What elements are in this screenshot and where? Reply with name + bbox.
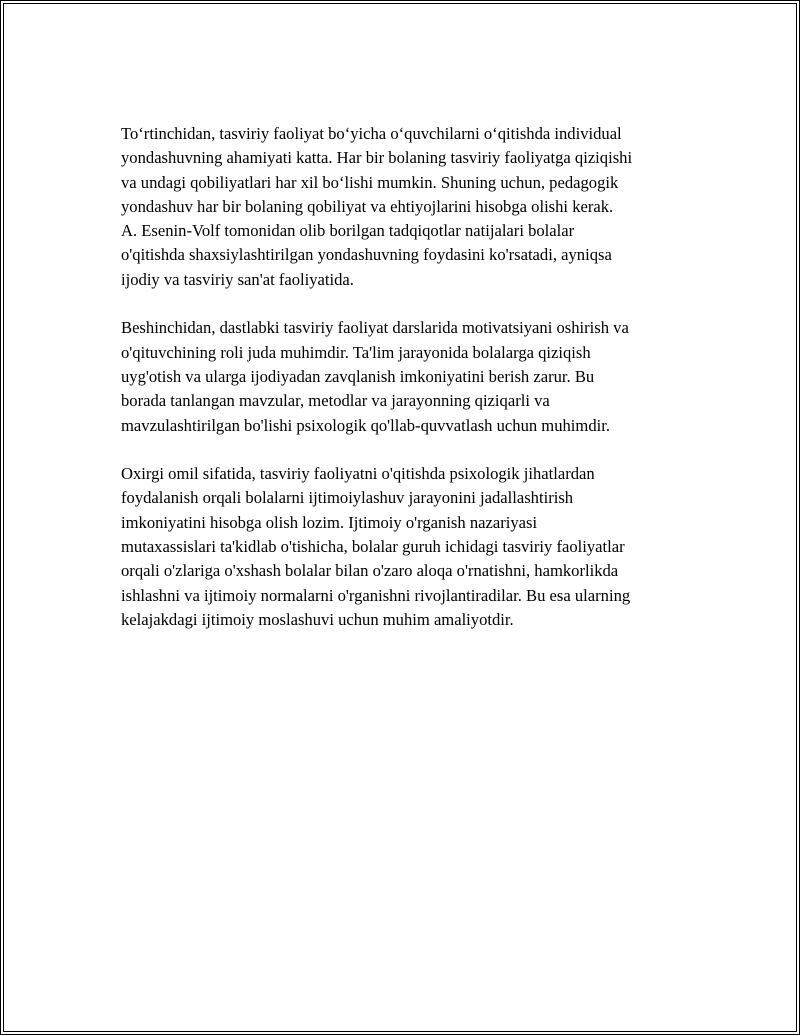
paragraph-line: foydalanish orqali bolalarni ijtimoiylashuv jarayonini jadallashtirish	[121, 488, 574, 508]
paragraph-line: yondashuv har bir bolaning qobiliyat va ehtiyojlarini hisobga olishi kerak.	[121, 196, 614, 216]
paragraph-5	[121, 316, 691, 437]
paragraph-line: imkoniyatini hisobga olish lozim. Ijtimoiy o'rganish nazariyasi	[121, 512, 538, 532]
paragraph-line: Beshinchidan, dastlabki tasviriy faoliyat darslarida motivatsiyani oshirish va	[121, 318, 629, 338]
paragraph-line: o'qitishda shaxsiylashtirilgan yondashuvning foydasini ko'rsatadi, ayniqsa	[121, 245, 612, 265]
paragraph-line: A. Esenin-Volf tomonidan olib borilgan tadqiqotlar natijalari bolalar	[121, 221, 575, 241]
paragraph-line: Oxirgi omil sifatida, tasviriy faoliyatni o'qitishda psixologik jihatlardan	[121, 464, 595, 484]
paragraph-line: borada tanlangan mavzular, metodlar va jarayonning qiziqarli va	[121, 391, 550, 411]
paragraph-line: va undagi qobiliyatlari har xil bo‘lishi mumkin. Shuning uchun, pedagogik	[121, 172, 619, 192]
paragraph-line: o'qituvchining roli juda muhimdir. Ta'lim jarayonida bolalarga qiziqish	[121, 342, 591, 362]
paragraph-line: kelajakdagi ijtimoiy moslashuvi uchun muhim amaliyotdir.	[121, 609, 514, 629]
paragraph-line: yondashuvning ahamiyati katta. Har bir bolaning tasviriy faoliyatga qiziqishi	[121, 148, 633, 168]
paragraph-line: To‘rtinchidan, tasviriy faoliyat bo‘yicha o‘quvchilarni o‘qitishda individual	[121, 124, 622, 143]
paragraph-line: orqali o'zlariga o'xshash bolalar bilan o'zaro aloqa o'rnatishni, hamkorlikda	[121, 561, 619, 581]
paragraph-line: uyg'otish va ularga ijodiyadan zavqlanish imkoniyatini berish zarur. Bu	[121, 366, 595, 386]
paragraph-line: mavzulashtirilgan bo'lishi psixologik qo'llab-quvvatlash uchun muhimdir.	[121, 415, 610, 435]
paragraph-line: mutaxassislari ta'kidlab o'tishicha, bolalar guruh ichidagi tasviriy faoliyatlar	[121, 537, 625, 557]
paragraph-final	[121, 462, 691, 632]
paragraph-4	[121, 122, 691, 292]
document-body	[121, 122, 691, 657]
paragraph-line: ishlashni va ijtimoiy normalarni o'rganishni rivojlantiradilar. Bu esa ularning	[121, 585, 631, 605]
paragraph-line: ijodiy va tasviriy san'at faoliyatida.	[121, 269, 354, 289]
